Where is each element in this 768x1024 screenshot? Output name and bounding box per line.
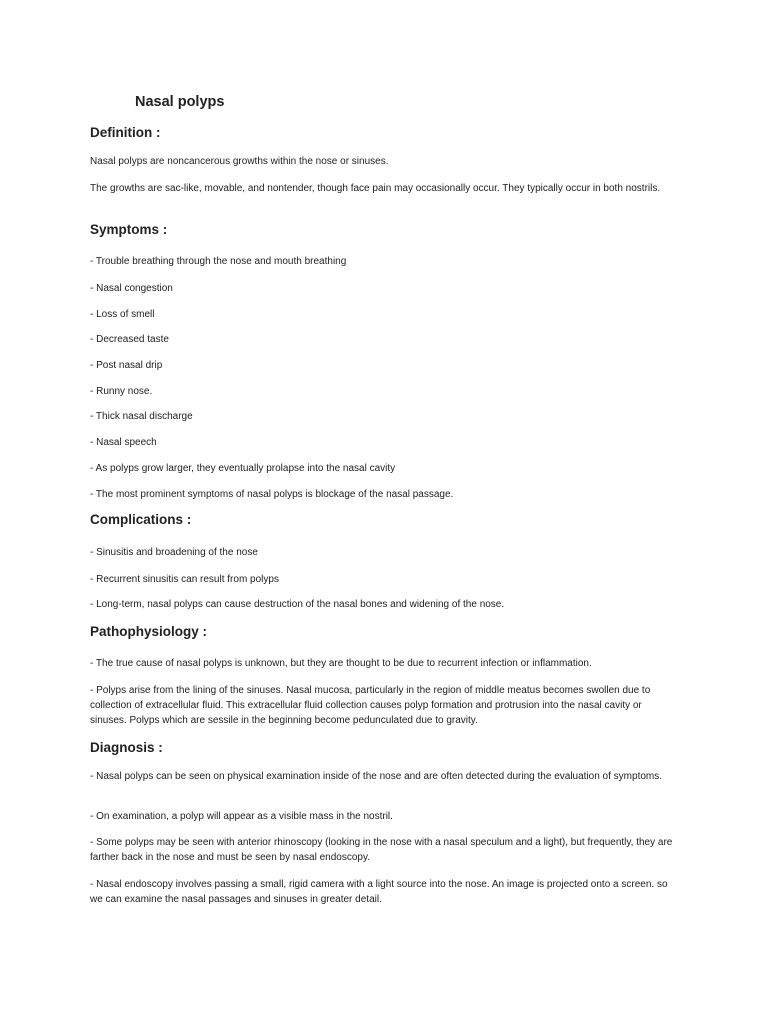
symptom-item: - Post nasal drip: [90, 360, 163, 371]
diagnosis-item: - Nasal endoscopy involves passing a small, rigid camera with a light source into the nose. An image is projected onto a screen. so we can examine the nasal passages and sinuses in greater detail.: [90, 879, 668, 905]
section-heading-pathophysiology: Pathophysiology :: [90, 624, 208, 639]
pathophysiology-item: - Polyps arise from the lining of the sinuses. Nasal mucosa, particularly in the region of middle meatus becomes swollen due to collection of extracellular fluid. This extracellular fluid collection causes polyp formation and protrusion into the nasal cavity or sinuses. Polyps which are sessile in the beginning become pedunculated due to gravity.: [90, 685, 651, 726]
section-heading-complications: Complications :: [90, 512, 192, 527]
symptom-item: - Runny nose.: [90, 386, 153, 397]
symptom-item: - As polyps grow larger, they eventually prolapse into the nasal cavity: [90, 463, 396, 474]
diagnosis-item: - On examination, a polyp will appear as a visible mass in the nostril.: [90, 811, 393, 822]
complication-item: - Recurrent sinusitis can result from polyps: [90, 574, 279, 585]
symptom-item: - Thick nasal discharge: [90, 411, 193, 422]
definition-paragraph: The growths are sac-like, movable, and nontender, though face pain may occasionally occur. They typically occur in both nostrils.: [90, 183, 661, 194]
symptom-item: - Trouble breathing through the nose and mouth breathing: [90, 256, 347, 267]
symptom-item: - Nasal speech: [90, 437, 157, 448]
symptom-item: - Decreased taste: [90, 334, 169, 345]
definition-paragraph: Nasal polyps are noncancerous growths within the nose or sinuses.: [90, 156, 389, 167]
symptom-item: - Nasal congestion: [90, 283, 173, 294]
page-title: Nasal polyps: [135, 94, 225, 110]
pathophysiology-item: - The true cause of nasal polyps is unknown, but they are thought to be due to recurrent infection or inflammation.: [90, 658, 592, 669]
complication-item: - Long-term, nasal polyps can cause destruction of the nasal bones and widening of the nose.: [90, 599, 505, 610]
complication-item: - Sinusitis and broadening of the nose: [90, 547, 258, 558]
symptom-item: - Loss of smell: [90, 309, 155, 320]
symptom-item: - The most prominent symptoms of nasal polyps is blockage of the nasal passage.: [90, 489, 454, 500]
section-heading-definition: Definition :: [90, 125, 161, 140]
diagnosis-item: - Some polyps may be seen with anterior rhinoscopy (looking in the nose with a nasal speculum and a light), but frequently, they are farther back in the nose and must be seen by nasal endoscopy.: [90, 837, 673, 863]
diagnosis-item: - Nasal polyps can be seen on physical examination inside of the nose and are often detected during the evaluation of symptoms.: [90, 771, 663, 782]
section-heading-symptoms: Symptoms :: [90, 222, 168, 237]
section-heading-diagnosis: Diagnosis :: [90, 740, 163, 755]
